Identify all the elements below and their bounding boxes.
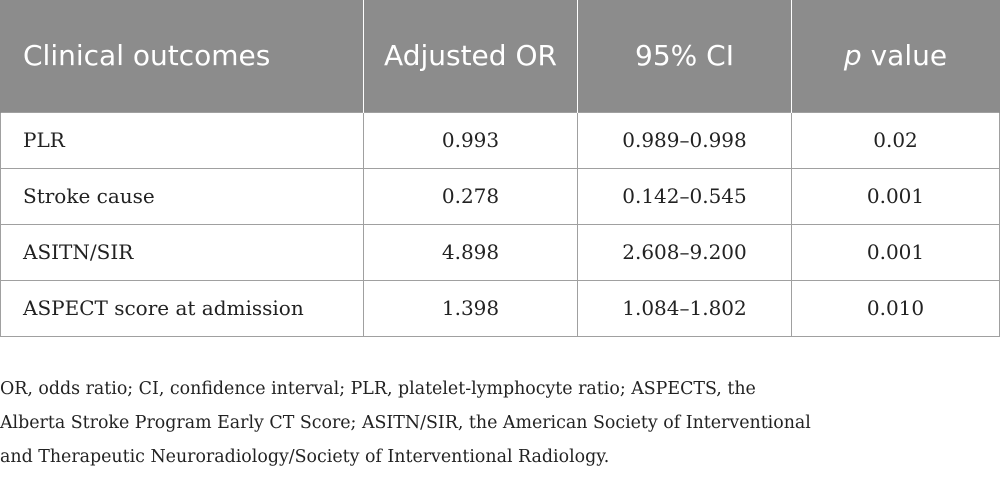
cell-adjusted-or: 1.398 [364, 280, 578, 336]
table-row [1, 280, 1000, 336]
cell-outcome: ASITN/SIR [1, 224, 364, 280]
footnote-line: and Therapeutic Neuroradiology/Society of Interventional Radiology. [0, 447, 610, 467]
header-95-ci: 95% CI [578, 0, 792, 112]
table-footnote [0, 372, 1000, 474]
cell-ci: 2.608–9.200 [578, 224, 792, 280]
cell-p-value: 0.02 [792, 112, 1000, 168]
cell-outcome: Stroke cause [1, 168, 364, 224]
table-row [1, 112, 1000, 168]
cell-adjusted-or: 0.278 [364, 168, 578, 224]
cell-ci: 0.142–0.545 [578, 168, 792, 224]
header-adjusted-or: Adjusted OR [364, 0, 578, 112]
cell-adjusted-or: 4.898 [364, 224, 578, 280]
table-header [1, 0, 1000, 112]
cell-ci: 1.084–1.802 [578, 280, 792, 336]
footnote-line: Alberta Stroke Program Early CT Score; ASITN/SIR, the American Society of Interventional [0, 413, 811, 433]
header-p-italic: p [843, 38, 862, 72]
cell-ci: 0.989–0.998 [578, 112, 792, 168]
cell-p-value: 0.001 [792, 168, 1000, 224]
table-body [1, 112, 1000, 336]
cell-p-value: 0.001 [792, 224, 1000, 280]
header-row [1, 0, 1000, 112]
cell-p-value: 0.010 [792, 280, 1000, 336]
table-row [1, 224, 1000, 280]
cell-outcome: PLR [1, 112, 364, 168]
footnote-line: OR, odds ratio; CI, confidence interval; PLR, platelet-lymphocyte ratio; ASPECTS, the [0, 379, 756, 399]
header-value-text: value [861, 38, 948, 72]
header-clinical-outcomes: Clinical outcomes [1, 0, 364, 112]
table-row [1, 168, 1000, 224]
cell-adjusted-or: 0.993 [364, 112, 578, 168]
header-p-value [792, 0, 1000, 112]
cell-outcome: ASPECT score at admission [1, 280, 364, 336]
